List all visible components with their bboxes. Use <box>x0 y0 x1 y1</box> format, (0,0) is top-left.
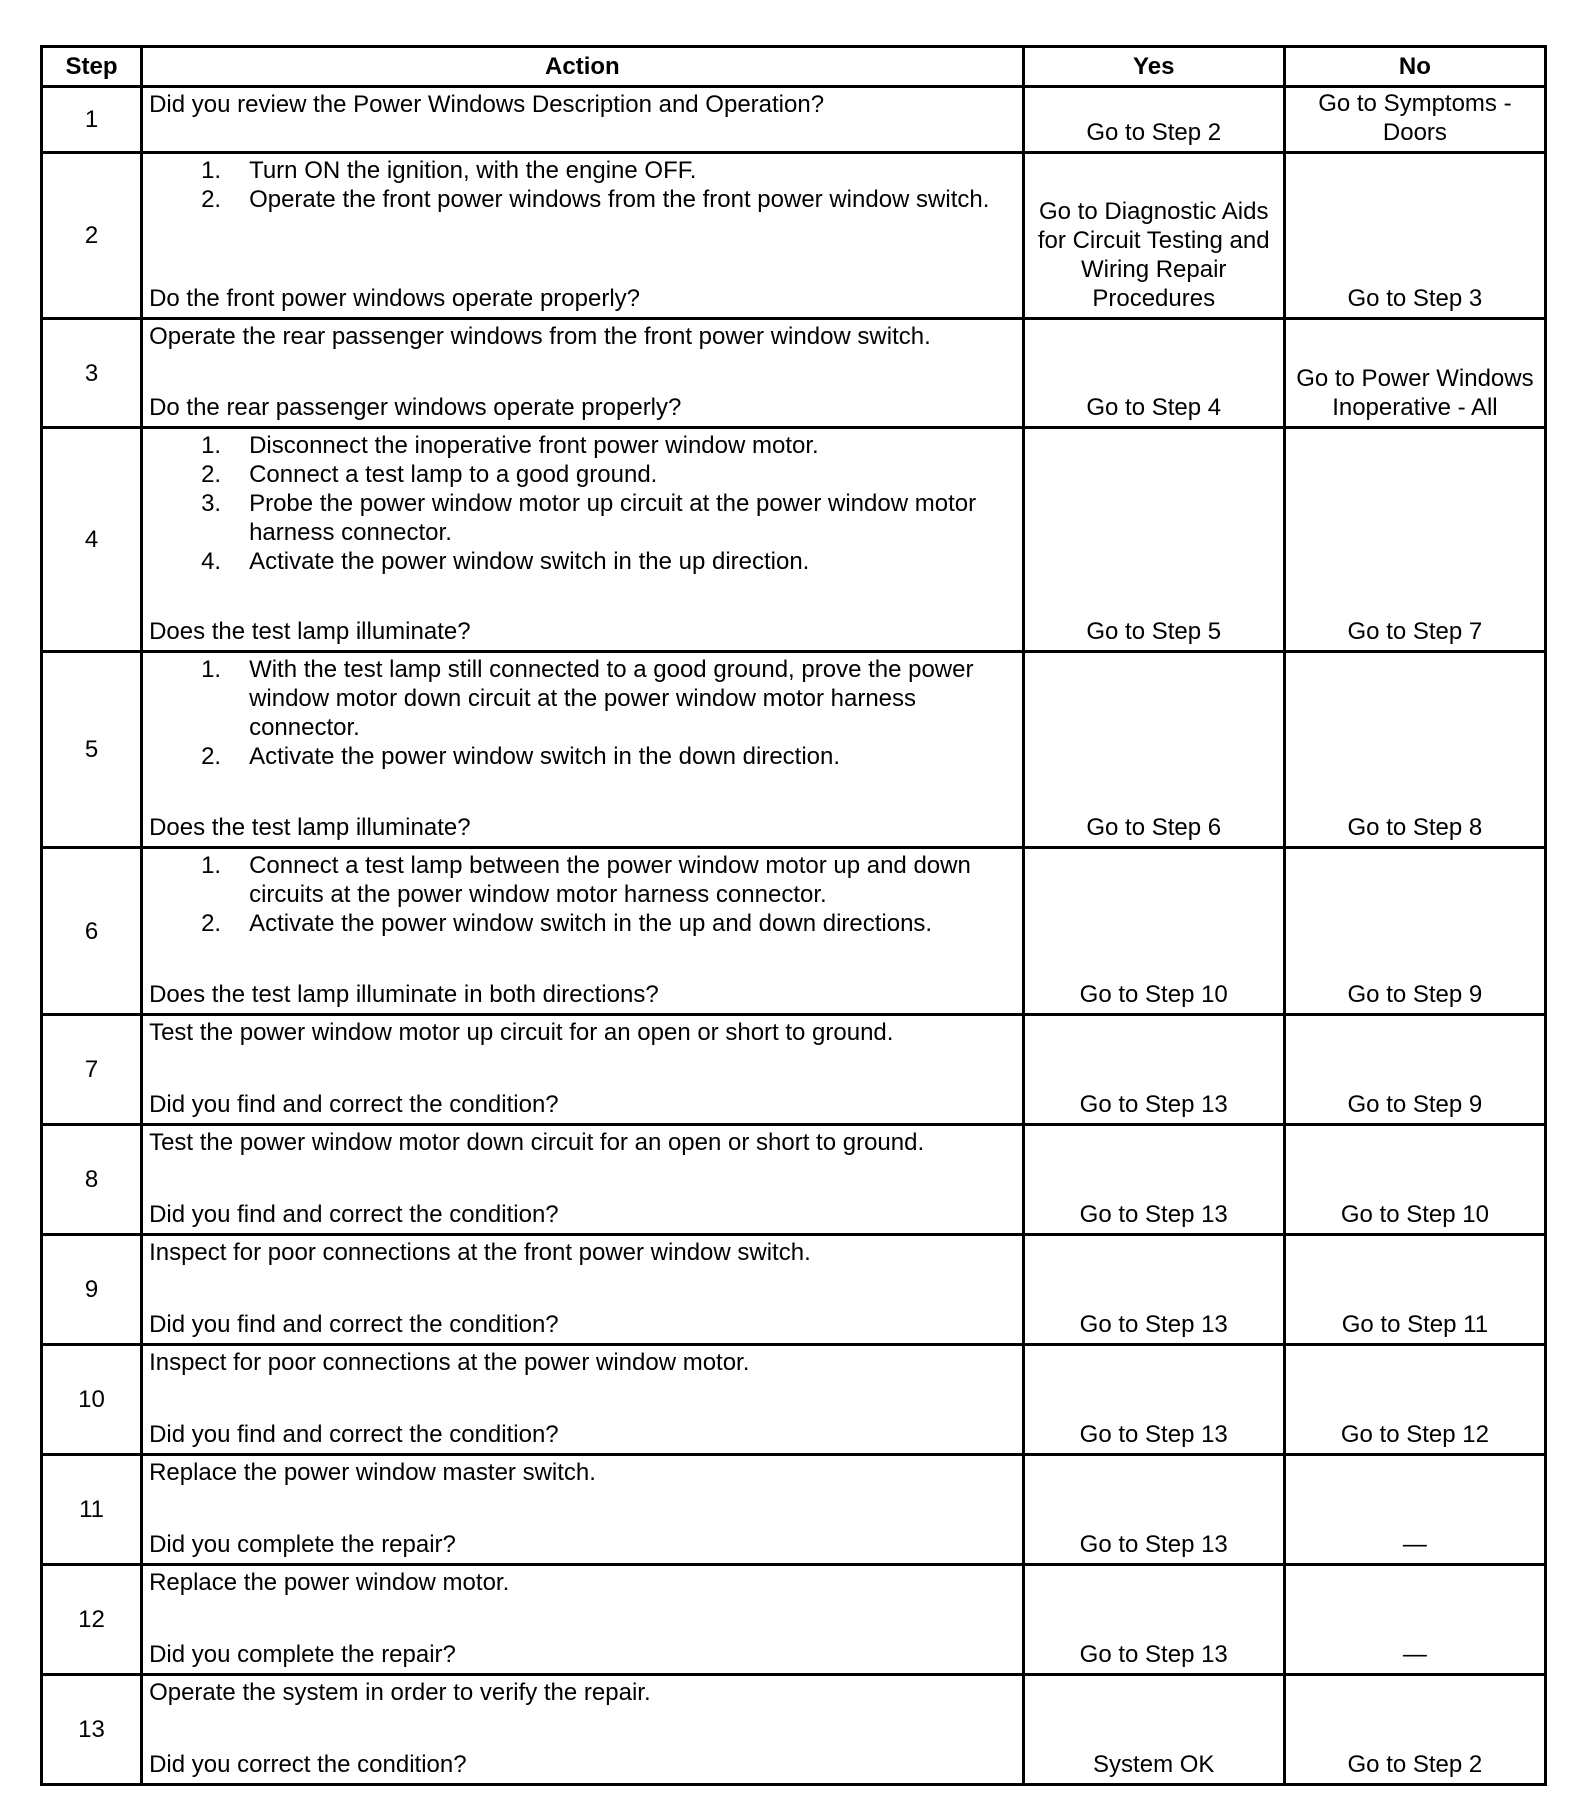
yes-outcome <box>1023 153 1284 319</box>
list-item-number: 1. <box>201 432 222 459</box>
list-item-number: 1. <box>201 852 222 879</box>
no-outcome <box>1284 1675 1545 1785</box>
yes-outcome-text: Go to Step 10 <box>1079 981 1228 1008</box>
yes-outcome-text: Go to Step 13 <box>1079 1421 1228 1448</box>
list-item-text: Turn ON the ignition, with the engine OFF. <box>249 157 697 184</box>
action-body <box>149 1018 1016 1047</box>
action-content <box>143 1236 1022 1343</box>
no-outcome <box>1284 153 1545 319</box>
table-row <box>42 1125 1546 1235</box>
header-step: Step <box>42 47 142 87</box>
step-number: 8 <box>42 1125 142 1235</box>
yes-outcome-text: Go to Step 13 <box>1079 1641 1228 1668</box>
yes-outcome-text: System OK <box>1093 1751 1215 1778</box>
action-text: Replace the power window master switch. <box>149 1459 596 1486</box>
action-text: Test the power window motor down circuit for an open or short to ground. <box>149 1129 925 1156</box>
action-content <box>143 1566 1022 1673</box>
action-text: Replace the power window motor. <box>149 1569 510 1596</box>
action-text: Test the power window motor up circuit for an open or short to ground. <box>149 1019 894 1046</box>
action-question: Does the test lamp illuminate? <box>149 618 471 645</box>
action-cell <box>142 848 1024 1015</box>
no-outcome <box>1284 1455 1545 1565</box>
action-content <box>143 154 1022 317</box>
no-outcome-text: Go to Step 7 <box>1347 618 1483 645</box>
action-cell <box>142 319 1024 428</box>
table-row <box>42 1675 1546 1785</box>
action-body <box>149 431 1016 576</box>
yes-outcome <box>1023 652 1284 848</box>
action-list-item <box>149 742 1016 771</box>
yes-outcome <box>1023 848 1284 1015</box>
action-content <box>143 88 1022 151</box>
action-cell <box>142 153 1024 319</box>
yes-outcome <box>1023 428 1284 652</box>
no-outcome <box>1284 848 1545 1015</box>
action-body <box>149 1458 1016 1487</box>
header-action: Action <box>142 47 1024 87</box>
list-item-text: Activate the power window switch in the up direction. <box>249 548 810 575</box>
yes-outcome <box>1023 1235 1284 1345</box>
action-question: Do the front power windows operate properly? <box>149 285 640 312</box>
header-yes: Yes <box>1023 47 1284 87</box>
action-cell <box>142 1675 1024 1785</box>
yes-outcome <box>1023 1015 1284 1125</box>
no-outcome-text: Go to Step 2 <box>1347 1751 1483 1778</box>
action-list-item <box>149 431 1016 460</box>
yes-outcome <box>1023 1345 1284 1455</box>
action-list-item <box>149 909 1016 938</box>
no-outcome <box>1284 319 1545 428</box>
no-outcome <box>1284 1235 1545 1345</box>
action-question: Did you find and correct the condition? <box>149 1201 559 1228</box>
action-steps-list <box>149 431 1016 576</box>
yes-outcome <box>1023 1565 1284 1675</box>
table-body <box>42 87 1546 1785</box>
yes-outcome <box>1023 319 1284 428</box>
yes-outcome <box>1023 87 1284 153</box>
no-outcome-text: — <box>1402 1641 1427 1668</box>
no-outcome <box>1284 1565 1545 1675</box>
action-content <box>143 1676 1022 1783</box>
action-text: Inspect for poor connections at the front power window switch. <box>149 1239 811 1266</box>
yes-outcome-text: Go to Step 13 <box>1079 1201 1228 1228</box>
yes-outcome-text: Go to Step 13 <box>1079 1091 1228 1118</box>
action-list-item <box>149 489 1016 547</box>
action-question: Did you find and correct the condition? <box>149 1091 559 1118</box>
action-question: Did you complete the repair? <box>149 1531 456 1558</box>
no-outcome-text: Go to Step 10 <box>1340 1201 1489 1228</box>
action-content <box>143 1126 1022 1233</box>
table-row <box>42 1015 1546 1125</box>
table-row <box>42 319 1546 428</box>
action-question: Does the test lamp illuminate in both directions? <box>149 981 659 1008</box>
action-body <box>149 322 1016 351</box>
action-question: Did you complete the repair? <box>149 1641 456 1668</box>
list-item-number: 2. <box>201 186 222 213</box>
list-item-number: 1. <box>201 656 222 683</box>
no-outcome <box>1284 1015 1545 1125</box>
step-number: 10 <box>42 1345 142 1455</box>
action-cell <box>142 1125 1024 1235</box>
list-item-text: Probe the power window motor up circuit at the power window motor harness connector. <box>249 490 977 546</box>
action-content <box>143 1346 1022 1453</box>
action-cell <box>142 428 1024 652</box>
step-number: 12 <box>42 1565 142 1675</box>
action-cell <box>142 1345 1024 1455</box>
step-number: 11 <box>42 1455 142 1565</box>
action-list-item <box>149 185 1016 214</box>
table-row <box>42 1565 1546 1675</box>
action-cell <box>142 1455 1024 1565</box>
no-outcome-text: — <box>1402 1531 1427 1558</box>
step-number: 4 <box>42 428 142 652</box>
action-content <box>143 849 1022 1013</box>
no-outcome-text: Go to Symptoms - Doors <box>1318 90 1512 146</box>
table-row <box>42 1235 1546 1345</box>
list-item-number: 1. <box>201 157 222 184</box>
action-body <box>149 1568 1016 1597</box>
action-content <box>143 320 1022 426</box>
action-body <box>149 90 1016 119</box>
list-item-text: Activate the power window switch in the down direction. <box>249 743 841 770</box>
action-text: Inspect for poor connections at the power window motor. <box>149 1349 750 1376</box>
action-list-item <box>149 655 1016 742</box>
table-row <box>42 848 1546 1015</box>
list-item-text: Activate the power window switch in the up and down directions. <box>249 910 933 937</box>
table-row <box>42 652 1546 848</box>
action-cell <box>142 1015 1024 1125</box>
action-text: Did you review the Power Windows Description and Operation? <box>149 91 825 118</box>
table-row <box>42 1345 1546 1455</box>
action-question: Do the rear passenger windows operate properly? <box>149 394 682 421</box>
no-outcome <box>1284 428 1545 652</box>
step-number: 7 <box>42 1015 142 1125</box>
no-outcome-text: Go to Step 8 <box>1347 814 1483 841</box>
yes-outcome-text: Go to Step 2 <box>1086 119 1222 146</box>
action-body <box>149 1128 1016 1157</box>
step-number: 6 <box>42 848 142 1015</box>
action-content <box>143 1456 1022 1563</box>
list-item-text: Disconnect the inoperative front power window motor. <box>249 432 819 459</box>
no-outcome-text: Go to Step 9 <box>1347 1091 1483 1118</box>
yes-outcome <box>1023 1455 1284 1565</box>
action-steps-list <box>149 156 1016 214</box>
no-outcome <box>1284 652 1545 848</box>
no-outcome <box>1284 1125 1545 1235</box>
action-question: Did you find and correct the condition? <box>149 1421 559 1448</box>
table-row <box>42 428 1546 652</box>
table-row <box>42 87 1546 153</box>
step-number: 2 <box>42 153 142 319</box>
yes-outcome-text: Go to Step 6 <box>1086 814 1222 841</box>
step-number: 5 <box>42 652 142 848</box>
table-header-row <box>42 47 1546 87</box>
action-content <box>143 653 1022 846</box>
no-outcome-text: Go to Step 9 <box>1347 981 1483 1008</box>
action-body <box>149 1238 1016 1267</box>
action-cell <box>142 87 1024 153</box>
list-item-number: 3. <box>201 490 222 517</box>
list-item-number: 2. <box>201 743 222 770</box>
action-text: Operate the rear passenger windows from the front power window switch. <box>149 323 931 350</box>
list-item-number: 4. <box>201 548 222 575</box>
action-list-item <box>149 547 1016 576</box>
yes-outcome-text: Go to Diagnostic Aids for Circuit Testing and Wiring Repair Procedures <box>1037 198 1270 312</box>
yes-outcome-text: Go to Step 5 <box>1086 618 1222 645</box>
action-body <box>149 1348 1016 1377</box>
action-list-item <box>149 851 1016 909</box>
list-item-text: Connect a test lamp between the power window motor up and down circuits at the power window motor harness connector. <box>249 852 971 908</box>
action-content <box>143 1016 1022 1123</box>
action-list-item <box>149 156 1016 185</box>
yes-outcome-text: Go to Step 13 <box>1079 1311 1228 1338</box>
action-cell <box>142 1565 1024 1675</box>
no-outcome <box>1284 1345 1545 1455</box>
list-item-text: Operate the front power windows from the front power window switch. <box>249 186 990 213</box>
diagnostic-table <box>40 45 1547 1786</box>
action-question: Does the test lamp illuminate? <box>149 814 471 841</box>
step-number: 1 <box>42 87 142 153</box>
no-outcome-text: Go to Step 3 <box>1347 285 1483 312</box>
action-cell <box>142 652 1024 848</box>
no-outcome <box>1284 87 1545 153</box>
yes-outcome-text: Go to Step 13 <box>1079 1531 1228 1558</box>
step-number: 13 <box>42 1675 142 1785</box>
action-body <box>149 655 1016 771</box>
yes-outcome <box>1023 1675 1284 1785</box>
action-question: Did you correct the condition? <box>149 1751 467 1778</box>
table-row <box>42 153 1546 319</box>
yes-outcome <box>1023 1125 1284 1235</box>
step-number: 3 <box>42 319 142 428</box>
list-item-number: 2. <box>201 461 222 488</box>
no-outcome-text: Go to Power Windows Inoperative - All <box>1296 365 1534 421</box>
action-body <box>149 851 1016 938</box>
yes-outcome-text: Go to Step 4 <box>1086 394 1222 421</box>
no-outcome-text: Go to Step 11 <box>1341 1311 1489 1338</box>
action-text: Operate the system in order to verify the repair. <box>149 1679 651 1706</box>
action-steps-list <box>149 655 1016 771</box>
step-number: 9 <box>42 1235 142 1345</box>
action-body <box>149 1678 1016 1707</box>
action-steps-list <box>149 851 1016 938</box>
no-outcome-text: Go to Step 12 <box>1340 1421 1489 1448</box>
table-row <box>42 1455 1546 1565</box>
action-content <box>143 429 1022 650</box>
header-no: No <box>1284 47 1545 87</box>
list-item-text: With the test lamp still connected to a good ground, prove the power window motor down circuit at the power window motor harness connector. <box>249 656 974 741</box>
action-list-item <box>149 460 1016 489</box>
action-cell <box>142 1235 1024 1345</box>
action-body <box>149 156 1016 214</box>
action-question: Did you find and correct the condition? <box>149 1311 559 1338</box>
list-item-text: Connect a test lamp to a good ground. <box>249 461 658 488</box>
list-item-number: 2. <box>201 910 222 937</box>
